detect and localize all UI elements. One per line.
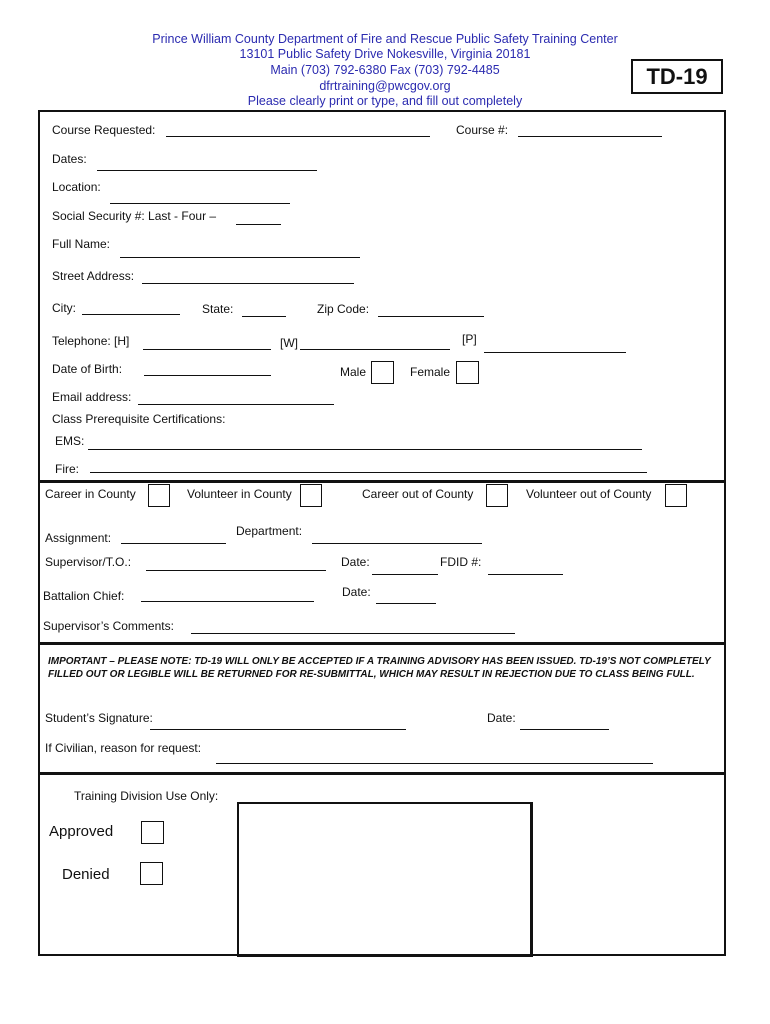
ems-field[interactable] (88, 449, 642, 450)
signature-date-label: Date: (487, 711, 516, 725)
career-in-county-label: Career in County (45, 487, 136, 501)
fire-label: Fire: (55, 462, 79, 476)
female-checkbox[interactable] (456, 361, 479, 384)
city-label: City: (52, 301, 76, 315)
state-label: State: (202, 302, 234, 316)
zip-code-label: Zip Code: (317, 302, 370, 316)
full-name-field[interactable] (120, 257, 360, 258)
department-field[interactable] (312, 543, 482, 544)
civilian-reason-label: If Civilian, reason for request: (45, 741, 202, 755)
form-id-badge: TD-19 (631, 59, 723, 94)
date-of-birth-label: Date of Birth: (52, 362, 123, 376)
career-in-county-checkbox[interactable] (148, 484, 170, 507)
header-org-name: Prince William County Department of Fire and Rescue Public Safety Training Center (152, 32, 618, 46)
student-signature-label: Student’s Signature: (45, 711, 153, 725)
supervisor-label: Supervisor/T.O.: (45, 555, 132, 569)
approved-checkbox[interactable] (141, 821, 164, 844)
male-label: Male (340, 365, 367, 379)
dates-label: Dates: (52, 152, 87, 166)
student-info-section (38, 110, 726, 482)
course-requested-label: Course Requested: (52, 123, 156, 137)
supervisor-date-label: Date: (341, 555, 370, 569)
volunteer-in-county-label: Volunteer in County (187, 487, 292, 501)
header-instructions: Please clearly print or type, and fill out completely (247, 94, 523, 108)
email-label: Email address: (52, 390, 132, 404)
supervisor-date-field[interactable] (372, 574, 438, 575)
street-address-label: Street Address: (52, 269, 135, 283)
fdid-field[interactable] (488, 574, 563, 575)
department-label: Department: (236, 524, 303, 538)
volunteer-out-of-county-checkbox[interactable] (665, 484, 687, 507)
student-signature-field[interactable] (150, 729, 406, 730)
fire-field[interactable] (90, 472, 647, 473)
battalion-date-field[interactable] (376, 603, 436, 604)
volunteer-in-county-checkbox[interactable] (300, 484, 322, 507)
volunteer-out-of-county-label: Volunteer out of County (526, 487, 652, 501)
course-number-label: Course #: (456, 123, 509, 137)
course-number-field[interactable] (518, 136, 662, 137)
date-of-birth-field[interactable] (144, 375, 271, 376)
important-notice: IMPORTANT – PLEASE NOTE: TD-19 WILL ONLY BE ACCEPTED IF A TRAINING ADVISORY HAS BEEN ISSUED. TD-19’S NOT COMPLETELY FILLED OUT OR LEGIBLE WILL BE RETURNED FOR RE-SUBMITTAL, WHICH MAY RESULT IN REJECTION DUE TO CLASS BEING FULL. (48, 656, 711, 680)
battalion-date-label: Date: (342, 585, 371, 599)
email-field[interactable] (138, 404, 334, 405)
location-field[interactable] (110, 203, 290, 204)
training-division-title: Training Division Use Only: (74, 789, 219, 803)
denied-label: Denied (62, 866, 110, 883)
career-out-of-county-checkbox[interactable] (486, 484, 508, 507)
supervisor-comments-label: Supervisor’s Comments: (43, 619, 174, 633)
battalion-chief-field[interactable] (141, 601, 314, 602)
course-requested-field[interactable] (166, 136, 430, 137)
telephone-pager-field[interactable] (484, 352, 626, 353)
supervisor-comments-field[interactable] (191, 633, 515, 634)
state-field[interactable] (242, 316, 286, 317)
telephone-pager-label: [P] (462, 332, 477, 346)
telephone-home-field[interactable] (143, 349, 271, 350)
civilian-reason-field[interactable] (216, 763, 653, 764)
location-label: Location: (52, 180, 101, 194)
assignment-label: Assignment: (45, 531, 112, 545)
telephone-work-field[interactable] (300, 349, 450, 350)
header-address: 13101 Public Safety Drive Nokesville, Virginia 20181 (239, 47, 531, 61)
training-notes-box[interactable] (237, 802, 533, 957)
male-checkbox[interactable] (371, 361, 394, 384)
full-name-label: Full Name: (52, 237, 111, 251)
approved-label: Approved (49, 823, 114, 840)
battalion-chief-label: Battalion Chief: (43, 589, 125, 603)
assignment-field[interactable] (121, 543, 226, 544)
ssn-label: Social Security #: Last - Four – (52, 209, 217, 223)
header-phone: Main (703) 792-6380 Fax (703) 792-4485 (270, 63, 500, 77)
career-out-of-county-label: Career out of County (362, 487, 474, 501)
supervisor-field[interactable] (146, 570, 326, 571)
header-email: dfrtraining@pwcgov.org (319, 79, 451, 93)
ssn-field[interactable] (236, 224, 281, 225)
ems-label: EMS: (55, 434, 85, 448)
dates-field[interactable] (97, 170, 317, 171)
telephone-home-label: Telephone: [H] (52, 334, 130, 348)
signature-date-field[interactable] (520, 729, 609, 730)
zip-code-field[interactable] (378, 316, 484, 317)
female-label: Female (410, 365, 451, 379)
city-field[interactable] (82, 314, 180, 315)
denied-checkbox[interactable] (140, 862, 163, 885)
fdid-label: FDID #: (440, 555, 482, 569)
telephone-work-label: [W] (280, 336, 298, 350)
street-address-field[interactable] (142, 283, 354, 284)
prerequisite-label: Class Prerequisite Certifications: (52, 412, 226, 426)
